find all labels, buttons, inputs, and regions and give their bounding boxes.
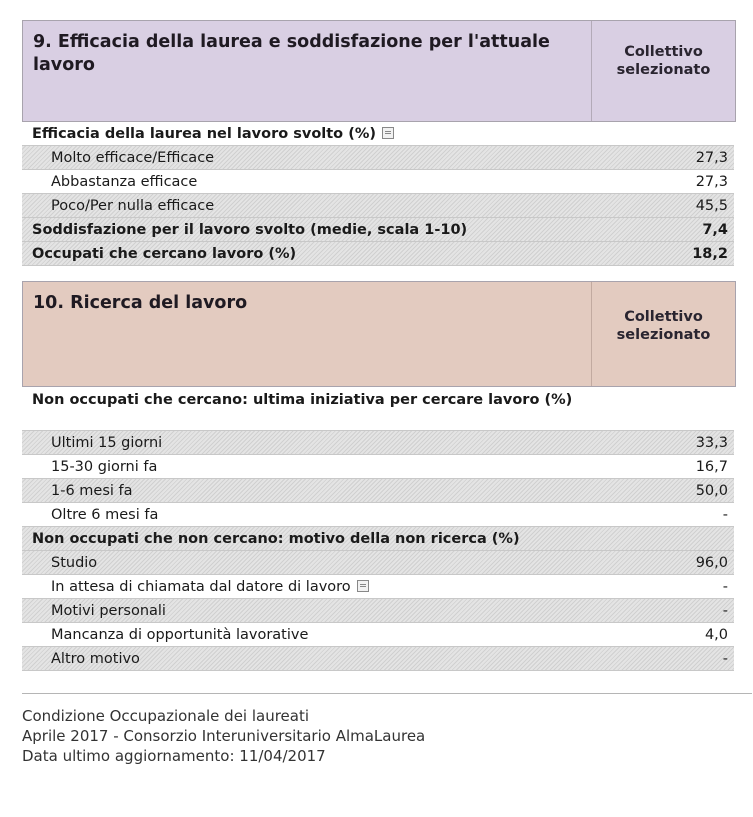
row-label [22, 506, 588, 526]
row-value: - [722, 651, 728, 667]
row-value: 4,0 [704, 627, 728, 643]
section-10-title: 10. Ricerca del lavoro [33, 293, 248, 313]
table-row [22, 527, 734, 551]
section-10-rows [22, 387, 734, 671]
row-value: 27,3 [695, 150, 728, 166]
row-label-text: Molto efficace/Efficace [51, 150, 215, 166]
table-row [22, 647, 734, 671]
table-row [22, 242, 734, 266]
row-label [22, 458, 588, 478]
row-value [588, 143, 734, 145]
table-row [22, 431, 734, 455]
note-icon[interactable] [357, 580, 369, 592]
row-label [22, 482, 588, 502]
row-value [588, 391, 734, 393]
table-row [22, 170, 734, 194]
row-label [22, 173, 588, 193]
table-row [22, 575, 734, 599]
section-10 [22, 281, 734, 671]
row-label-text: Studio [51, 555, 98, 571]
table-row [22, 218, 734, 242]
row-label-text: Non occupati che non cercano: motivo della non ricerca (%) [32, 531, 520, 547]
row-value: - [722, 603, 728, 619]
row-value: 45,5 [695, 198, 728, 214]
footer-line-2: Aprile 2017 - Consorzio Interuniversitario AlmaLaurea [22, 727, 426, 745]
table-row [22, 387, 734, 431]
section-10-header [22, 281, 736, 387]
section-9-rows [22, 122, 734, 266]
row-label-text: Poco/Per nulla efficace [51, 198, 215, 214]
row-label [22, 578, 588, 598]
footer-line-1: Condizione Occupazionale dei laureati [22, 707, 310, 725]
row-label [22, 391, 588, 411]
row-value: - [722, 579, 728, 595]
row-label-text: Abbastanza efficace [51, 174, 198, 190]
table-row [22, 122, 734, 146]
row-label [22, 434, 588, 454]
row-label-text: Altro motivo [51, 651, 140, 667]
row-label [22, 149, 588, 169]
row-value [588, 548, 734, 550]
table-row [22, 479, 734, 503]
footer-divider [22, 693, 752, 694]
row-value: - [722, 507, 728, 523]
row-label-text: Soddisfazione per il lavoro svolto (medie, scala 1-10) [32, 222, 468, 238]
row-label [22, 125, 588, 145]
section-9-header [22, 20, 736, 122]
row-label-text: Ultimi 15 giorni [51, 435, 163, 451]
section-9 [22, 20, 734, 266]
row-value: 96,0 [695, 555, 728, 571]
row-label [22, 245, 588, 265]
row-label-text: Mancanza di opportunità lavorative [51, 627, 309, 643]
row-value: 33,3 [695, 435, 728, 451]
section-10-column-header: Collettivo selezionato [591, 282, 735, 386]
row-label-text: 1-6 mesi fa [51, 483, 133, 499]
row-label [22, 626, 588, 646]
row-value: 18,2 [692, 246, 728, 262]
row-label [22, 197, 588, 217]
row-label-text: 15-30 giorni fa [51, 459, 158, 475]
row-label [22, 554, 588, 574]
table-row [22, 503, 734, 527]
row-label-text: Motivi personali [51, 603, 166, 619]
section-9-title: 9. Efficacia della laurea e soddisfazione per l'attuale lavoro [33, 32, 550, 75]
row-label-text: Occupati che cercano lavoro (%) [32, 246, 297, 262]
table-row [22, 599, 734, 623]
row-value: 16,7 [695, 459, 728, 475]
row-value: 7,4 [702, 222, 728, 238]
row-label-text: Non occupati che cercano: ultima iniziativa per cercare lavoro (%) [32, 392, 573, 408]
row-label-text: Oltre 6 mesi fa [51, 507, 159, 523]
row-label-text: Efficacia della laurea nel lavoro svolto (%) [32, 126, 376, 142]
note-icon[interactable] [382, 127, 394, 139]
row-label-text: In attesa di chiamata dal datore di lavoro [51, 579, 351, 595]
section-9-column-header: Collettivo selezionato [591, 21, 735, 121]
table-row [22, 146, 734, 170]
row-value: 50,0 [695, 483, 728, 499]
table-row [22, 623, 734, 647]
footer-line-3: Data ultimo aggiornamento: 11/04/2017 [22, 747, 326, 765]
row-label [22, 530, 588, 550]
table-row [22, 194, 734, 218]
footer [22, 706, 722, 766]
row-label [22, 221, 588, 241]
table-row [22, 551, 734, 575]
table-row [22, 455, 734, 479]
row-label [22, 602, 588, 622]
row-value: 27,3 [695, 174, 728, 190]
row-label [22, 650, 588, 670]
